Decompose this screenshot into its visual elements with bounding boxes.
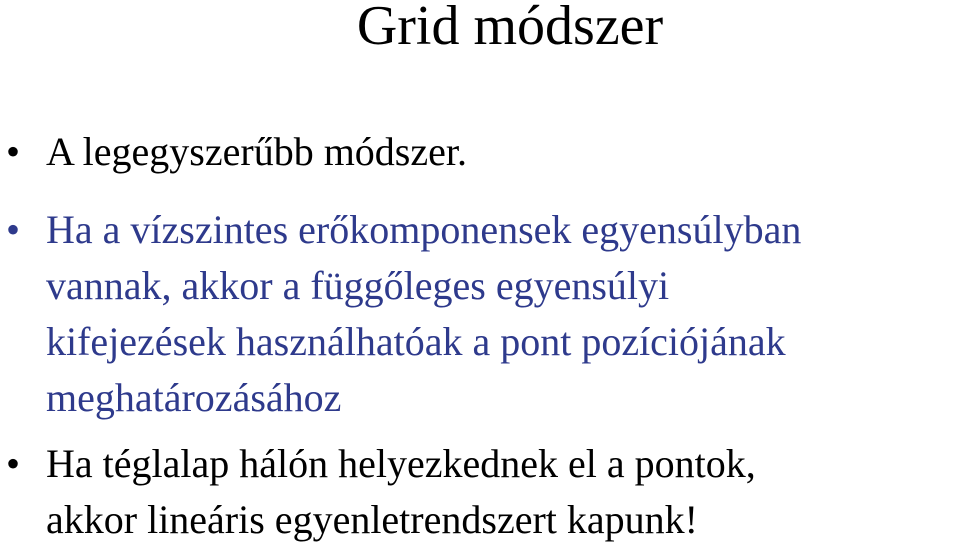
bullet-dot-icon: • [6,207,21,252]
bullet-item [0,436,960,548]
bullet-line: meghatározásához [46,375,342,420]
bullet-list [0,124,960,548]
bullet-dot-icon: • [6,129,21,174]
bullet-item [0,202,960,426]
slide-title: Grid módszer [356,0,664,57]
bullet-line: kifejezések használhatóak a pont pozíciójának [46,319,786,364]
bullet-line: akkor lineáris egyenletrendszert kapunk! [46,497,698,542]
bullet-line: A legegyszerűbb módszer. [46,129,467,174]
bullet-line: vannak, akkor a függőleges egyensúlyi [46,263,670,308]
bullet-line: Ha a vízszintes erőkomponensek egyensúlyban [46,207,802,252]
bullet-item [0,124,960,180]
bullet-dot-icon: • [6,441,21,486]
bullet-line: Ha téglalap hálón helyezkednek el a pontok, [46,441,756,486]
